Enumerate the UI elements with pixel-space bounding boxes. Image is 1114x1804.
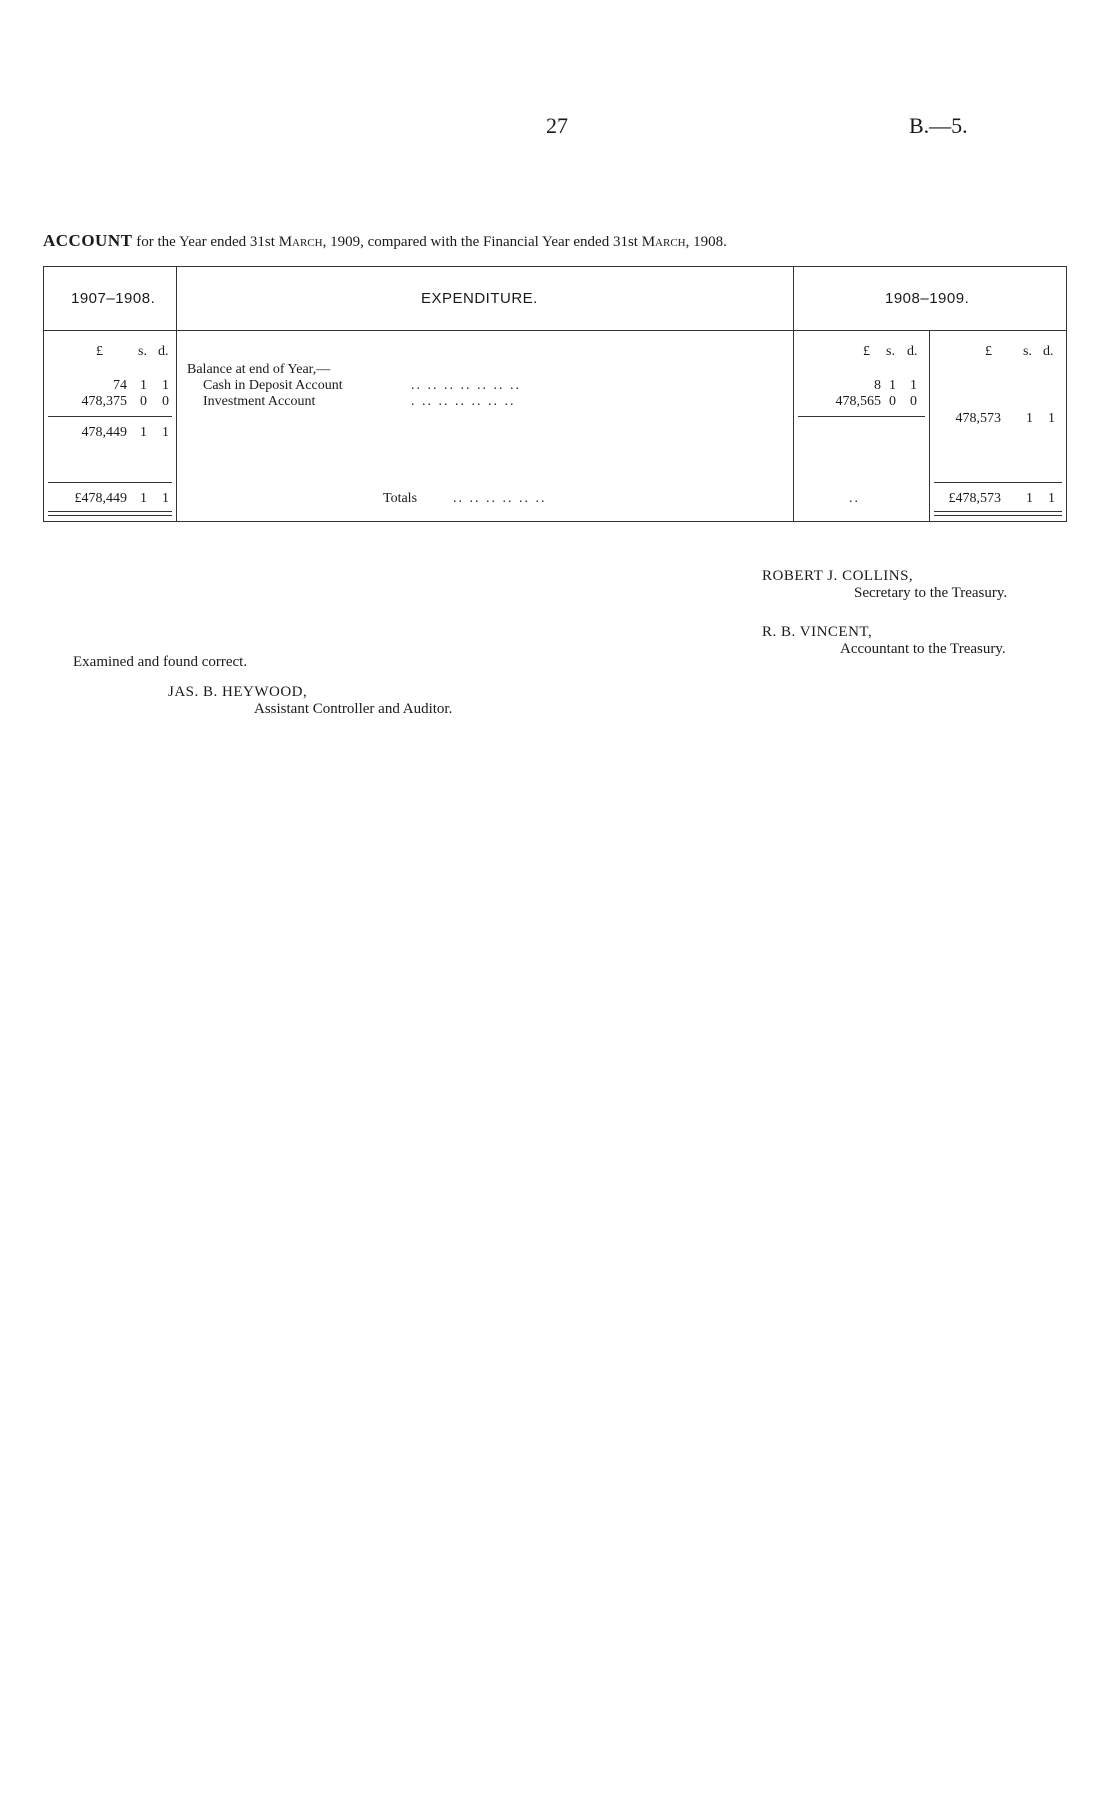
outer-pound-symbol: £ bbox=[985, 344, 992, 359]
inner-row2-shillings: 0 bbox=[889, 394, 896, 409]
header-1908-1909: 1908–1909. bbox=[885, 290, 970, 307]
title-month-b: March bbox=[641, 234, 686, 250]
outer-total-double-rule-2 bbox=[934, 515, 1062, 516]
left-pound-symbol: £ bbox=[96, 344, 103, 359]
title-lead: ACCOUNT bbox=[43, 231, 133, 250]
left-total-rule bbox=[48, 482, 172, 483]
left-s-symbol: s. bbox=[138, 344, 147, 359]
document-reference: B.—5. bbox=[909, 113, 968, 138]
inner-d-symbol: d. bbox=[907, 344, 918, 359]
left-total-pounds: £478,449 bbox=[74, 491, 127, 506]
table-bottom-rule bbox=[43, 521, 1067, 522]
heywood-name: JAS. B. HEYWOOD, bbox=[168, 684, 308, 700]
cash-deposit-leader: .. .. .. .. .. .. .. bbox=[411, 378, 521, 393]
title-text-mid: , 1909, compared with the Financial Year ended 31st bbox=[322, 234, 638, 250]
title-month-a: March bbox=[278, 234, 323, 250]
table-right-rule bbox=[1066, 266, 1067, 522]
col-divider-inner bbox=[929, 330, 930, 522]
left-total-pence: 1 bbox=[162, 491, 169, 506]
expenditure-table bbox=[43, 266, 1067, 522]
inner-row1-pence: 1 bbox=[910, 378, 917, 393]
table-top-rule bbox=[43, 266, 1067, 267]
investment-label: Investment Account bbox=[203, 394, 316, 409]
vincent-name: R. B. VINCENT, bbox=[762, 624, 873, 640]
left-row2-pence: 0 bbox=[162, 394, 169, 409]
left-total-shillings: 1 bbox=[140, 491, 147, 506]
signature-heywood bbox=[168, 684, 452, 718]
header-expenditure: EXPENDITURE. bbox=[421, 290, 538, 307]
outer-d-symbol: d. bbox=[1043, 344, 1054, 359]
outer-subtotal-pounds: 478,573 bbox=[955, 411, 1001, 426]
cash-deposit-label: Cash in Deposit Account bbox=[203, 378, 343, 393]
title-text-before: for the Year ended 31st bbox=[136, 234, 275, 250]
inner-s-symbol: s. bbox=[886, 344, 895, 359]
inner-row1-shillings: 1 bbox=[889, 378, 896, 393]
left-row1-pence: 1 bbox=[162, 378, 169, 393]
inner-pound-symbol: £ bbox=[863, 344, 870, 359]
header-rule bbox=[43, 330, 1067, 331]
col-divider-left bbox=[176, 266, 177, 522]
outer-total-shillings: 1 bbox=[1026, 491, 1033, 506]
left-row2-pounds: 478,375 bbox=[81, 394, 127, 409]
left-subtotal-pounds: 478,449 bbox=[81, 425, 127, 440]
table-left-rule bbox=[43, 266, 44, 522]
left-subtotal-pence: 1 bbox=[162, 425, 169, 440]
vincent-role: Accountant to the Treasury. bbox=[840, 641, 1006, 657]
left-row1-pounds: 74 bbox=[113, 378, 127, 393]
outer-subtotal-pence: 1 bbox=[1048, 411, 1055, 426]
left-row2-shillings: 0 bbox=[140, 394, 147, 409]
left-d-symbol: d. bbox=[158, 344, 169, 359]
signature-collins bbox=[762, 568, 1007, 602]
collins-role: Secretary to the Treasury. bbox=[854, 585, 1008, 601]
examined-statement: Examined and found correct. bbox=[73, 654, 248, 670]
collins-name: ROBERT J. COLLINS, bbox=[762, 568, 914, 584]
balance-heading: Balance at end of Year,— bbox=[187, 362, 331, 377]
account-title bbox=[43, 231, 727, 251]
outer-total-double-rule-1 bbox=[934, 511, 1062, 512]
inner-row2-pounds: 478,565 bbox=[835, 394, 881, 409]
outer-total-pounds: £478,573 bbox=[948, 491, 1001, 506]
investment-leader: . .. .. .. .. .. .. bbox=[411, 394, 516, 409]
inner-row2-pence: 0 bbox=[910, 394, 917, 409]
inner-rule bbox=[798, 416, 925, 417]
outer-subtotal-shillings: 1 bbox=[1026, 411, 1033, 426]
left-total-double-rule-2 bbox=[48, 515, 172, 516]
totals-leader: .. .. .. .. .. .. bbox=[453, 491, 547, 506]
page-number: 27 bbox=[546, 113, 568, 138]
title-text-after: , 1908. bbox=[685, 234, 727, 250]
inner-row1-pounds: 8 bbox=[874, 378, 881, 393]
header-1907-1908: 1907–1908. bbox=[71, 290, 156, 307]
left-subtotal-rule bbox=[48, 416, 172, 417]
left-subtotal-shillings: 1 bbox=[140, 425, 147, 440]
signature-vincent bbox=[762, 624, 1006, 658]
left-total-double-rule-1 bbox=[48, 511, 172, 512]
col-divider-mid bbox=[793, 266, 794, 522]
heywood-role: Assistant Controller and Auditor. bbox=[254, 701, 453, 717]
totals-inner-leader: .. bbox=[849, 491, 860, 506]
outer-total-rule bbox=[934, 482, 1062, 483]
left-row1-shillings: 1 bbox=[140, 378, 147, 393]
outer-s-symbol: s. bbox=[1023, 344, 1032, 359]
outer-total-pence: 1 bbox=[1048, 491, 1055, 506]
totals-label: Totals bbox=[383, 491, 418, 506]
